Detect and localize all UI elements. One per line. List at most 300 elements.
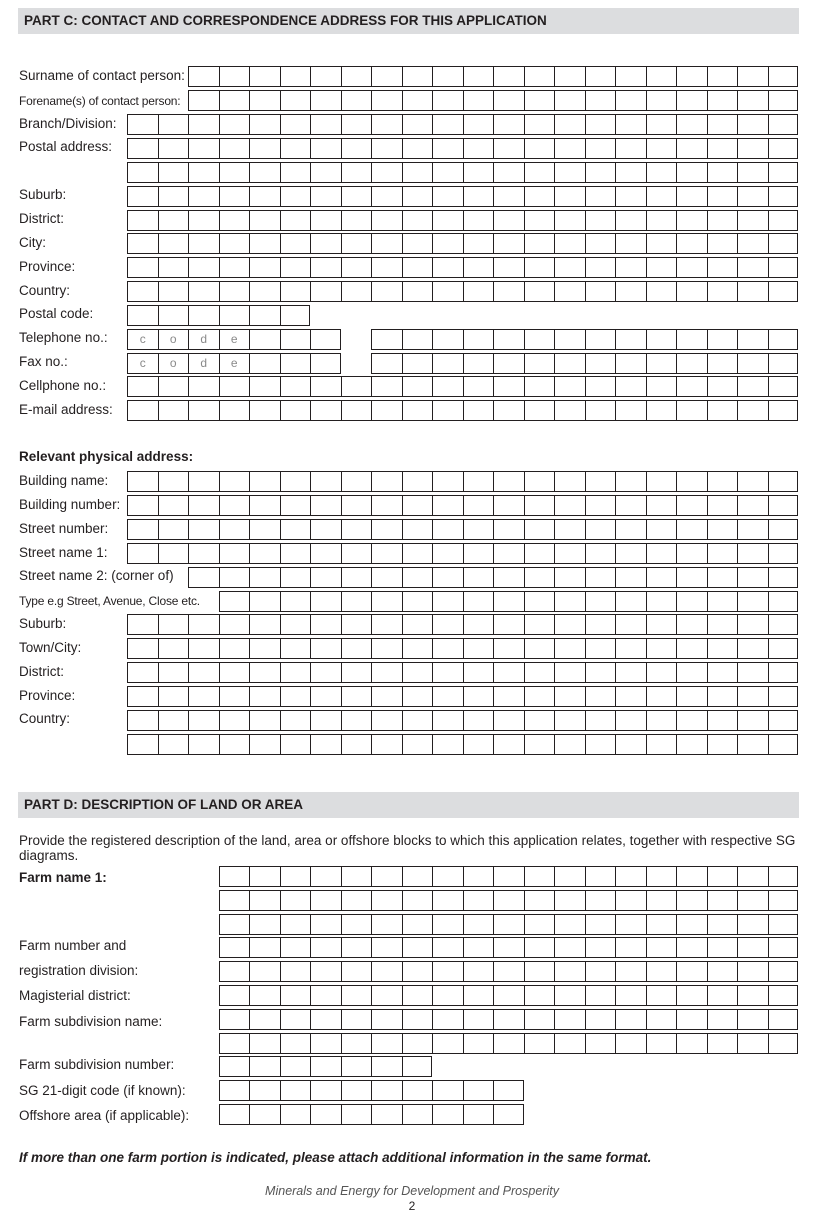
char-box[interactable] <box>676 915 707 934</box>
char-box[interactable] <box>707 986 738 1005</box>
char-box[interactable] <box>615 891 646 910</box>
char-box[interactable] <box>310 867 341 886</box>
char-box[interactable] <box>524 139 555 158</box>
char-box[interactable] <box>646 377 677 396</box>
char-box[interactable] <box>493 867 524 886</box>
char-box[interactable] <box>615 615 646 634</box>
building-number-input[interactable] <box>127 495 798 516</box>
char-box[interactable] <box>371 615 402 634</box>
char-box[interactable] <box>676 354 707 373</box>
char-box[interactable] <box>707 615 738 634</box>
char-box[interactable] <box>127 282 158 301</box>
char-box[interactable] <box>280 891 311 910</box>
char-box[interactable] <box>249 1105 280 1124</box>
char-box[interactable]: c <box>127 330 158 349</box>
char-box[interactable] <box>219 711 250 730</box>
char-box[interactable] <box>707 377 738 396</box>
char-box[interactable] <box>158 258 189 277</box>
char-box[interactable] <box>188 639 219 658</box>
char-box[interactable] <box>768 211 799 230</box>
char-box[interactable] <box>676 592 707 611</box>
char-box[interactable] <box>524 496 555 515</box>
char-box[interactable] <box>585 986 616 1005</box>
char-box[interactable] <box>310 663 341 682</box>
char-box[interactable] <box>676 139 707 158</box>
char-box[interactable] <box>341 282 372 301</box>
farm-number-input[interactable] <box>219 937 799 958</box>
street-type-input[interactable] <box>219 591 799 612</box>
street-name-2-input[interactable] <box>188 567 798 588</box>
char-box[interactable] <box>493 377 524 396</box>
char-box[interactable] <box>585 234 616 253</box>
char-box[interactable] <box>585 867 616 886</box>
char-box[interactable] <box>707 282 738 301</box>
char-box[interactable] <box>310 568 341 587</box>
char-box[interactable] <box>219 986 250 1005</box>
char-box[interactable] <box>432 187 463 206</box>
char-box[interactable] <box>463 258 494 277</box>
char-box[interactable] <box>341 1057 372 1076</box>
char-box[interactable] <box>219 67 250 86</box>
char-box[interactable] <box>432 163 463 182</box>
char-box[interactable] <box>432 1010 463 1029</box>
char-box[interactable] <box>188 496 219 515</box>
char-box[interactable] <box>646 258 677 277</box>
char-box[interactable] <box>188 568 219 587</box>
char-box[interactable] <box>493 687 524 706</box>
char-box[interactable] <box>432 735 463 754</box>
char-box[interactable] <box>554 472 585 491</box>
char-box[interactable] <box>341 915 372 934</box>
char-box[interactable] <box>585 472 616 491</box>
char-box[interactable] <box>737 496 768 515</box>
char-box[interactable] <box>371 1010 402 1029</box>
magisterial-district-input[interactable] <box>219 985 799 1006</box>
char-box[interactable] <box>371 520 402 539</box>
char-box[interactable] <box>371 1057 402 1076</box>
country-input[interactable] <box>127 281 798 302</box>
char-box[interactable] <box>402 1034 433 1053</box>
char-box[interactable] <box>402 115 433 134</box>
char-box[interactable] <box>310 330 341 349</box>
char-box[interactable] <box>280 687 311 706</box>
char-box[interactable] <box>585 615 616 634</box>
char-box[interactable] <box>737 663 768 682</box>
char-box[interactable] <box>219 377 250 396</box>
char-box[interactable] <box>280 915 311 934</box>
char-box[interactable] <box>280 520 311 539</box>
char-box[interactable] <box>249 687 280 706</box>
char-box[interactable] <box>676 234 707 253</box>
char-box[interactable] <box>280 211 311 230</box>
char-box[interactable] <box>493 187 524 206</box>
char-box[interactable] <box>463 377 494 396</box>
char-box[interactable] <box>188 544 219 563</box>
char-box[interactable] <box>463 187 494 206</box>
char-box[interactable] <box>585 1034 616 1053</box>
char-box[interactable] <box>463 401 494 420</box>
char-box[interactable] <box>280 472 311 491</box>
char-box[interactable] <box>341 401 372 420</box>
char-box[interactable] <box>341 615 372 634</box>
char-box[interactable] <box>158 663 189 682</box>
char-box[interactable] <box>554 401 585 420</box>
char-box[interactable] <box>219 139 250 158</box>
char-box[interactable] <box>737 986 768 1005</box>
char-box[interactable] <box>188 139 219 158</box>
char-box[interactable] <box>127 306 158 325</box>
char-box[interactable] <box>341 735 372 754</box>
char-box[interactable] <box>249 234 280 253</box>
char-box[interactable] <box>127 163 158 182</box>
char-box[interactable] <box>615 592 646 611</box>
char-box[interactable] <box>463 711 494 730</box>
char-box[interactable] <box>615 962 646 981</box>
char-box[interactable] <box>676 401 707 420</box>
char-box[interactable] <box>249 891 280 910</box>
char-box[interactable] <box>188 520 219 539</box>
cellphone-input[interactable] <box>127 376 798 397</box>
char-box[interactable] <box>432 1081 463 1100</box>
char-box[interactable] <box>554 615 585 634</box>
char-box[interactable] <box>737 330 768 349</box>
char-box[interactable] <box>310 1010 341 1029</box>
char-box[interactable] <box>341 867 372 886</box>
char-box[interactable] <box>219 1105 250 1124</box>
char-box[interactable] <box>524 282 555 301</box>
char-box[interactable] <box>676 735 707 754</box>
char-box[interactable] <box>402 282 433 301</box>
char-box[interactable] <box>524 735 555 754</box>
char-box[interactable] <box>249 401 280 420</box>
char-box[interactable] <box>127 377 158 396</box>
char-box[interactable] <box>188 187 219 206</box>
char-box[interactable] <box>310 377 341 396</box>
char-box[interactable] <box>615 211 646 230</box>
char-box[interactable] <box>219 163 250 182</box>
char-box[interactable] <box>493 496 524 515</box>
char-box[interactable] <box>310 1034 341 1053</box>
char-box[interactable] <box>219 915 250 934</box>
char-box[interactable] <box>463 615 494 634</box>
char-box[interactable] <box>280 401 311 420</box>
char-box[interactable] <box>219 234 250 253</box>
branch-input[interactable] <box>127 114 798 135</box>
email-input[interactable] <box>127 400 798 421</box>
char-box[interactable] <box>188 163 219 182</box>
char-box[interactable] <box>463 67 494 86</box>
char-box[interactable] <box>432 67 463 86</box>
char-box[interactable] <box>280 639 311 658</box>
char-box[interactable] <box>310 67 341 86</box>
char-box[interactable] <box>219 1034 250 1053</box>
char-box[interactable] <box>493 354 524 373</box>
char-box[interactable] <box>493 938 524 957</box>
char-box[interactable] <box>402 663 433 682</box>
char-box[interactable] <box>646 938 677 957</box>
char-box[interactable] <box>554 91 585 110</box>
char-box[interactable] <box>127 687 158 706</box>
char-box[interactable] <box>707 211 738 230</box>
char-box[interactable] <box>585 139 616 158</box>
char-box[interactable] <box>737 615 768 634</box>
char-box[interactable] <box>768 1010 799 1029</box>
char-box[interactable] <box>707 938 738 957</box>
char-box[interactable] <box>310 234 341 253</box>
char-box[interactable] <box>219 891 250 910</box>
char-box[interactable] <box>158 735 189 754</box>
char-box[interactable] <box>432 472 463 491</box>
char-box[interactable] <box>341 592 372 611</box>
char-box[interactable] <box>646 115 677 134</box>
char-box[interactable] <box>676 962 707 981</box>
char-box[interactable] <box>310 472 341 491</box>
char-box[interactable] <box>493 735 524 754</box>
char-box[interactable] <box>676 520 707 539</box>
char-box[interactable] <box>127 615 158 634</box>
char-box[interactable] <box>707 330 738 349</box>
char-box[interactable] <box>585 330 616 349</box>
char-box[interactable] <box>158 187 189 206</box>
char-box[interactable] <box>402 891 433 910</box>
char-box[interactable] <box>463 962 494 981</box>
char-box[interactable] <box>493 139 524 158</box>
char-box[interactable] <box>280 163 311 182</box>
char-box[interactable] <box>524 915 555 934</box>
char-box[interactable] <box>432 544 463 563</box>
char-box[interactable] <box>402 472 433 491</box>
char-box[interactable] <box>219 258 250 277</box>
char-box[interactable] <box>493 211 524 230</box>
char-box[interactable] <box>341 211 372 230</box>
char-box[interactable] <box>432 938 463 957</box>
char-box[interactable] <box>463 234 494 253</box>
char-box[interactable] <box>554 891 585 910</box>
char-box[interactable] <box>768 163 799 182</box>
char-box[interactable] <box>524 354 555 373</box>
char-box[interactable] <box>280 663 311 682</box>
char-box[interactable] <box>432 91 463 110</box>
char-box[interactable] <box>585 891 616 910</box>
char-box[interactable]: e <box>219 354 250 373</box>
char-box[interactable] <box>676 544 707 563</box>
char-box[interactable] <box>402 639 433 658</box>
char-box[interactable] <box>463 472 494 491</box>
char-box[interactable] <box>188 91 219 110</box>
char-box[interactable] <box>768 639 799 658</box>
char-box[interactable] <box>310 891 341 910</box>
postal-address-input-2[interactable] <box>127 162 798 183</box>
char-box[interactable] <box>249 187 280 206</box>
char-box[interactable] <box>646 282 677 301</box>
char-box[interactable] <box>768 354 799 373</box>
char-box[interactable] <box>432 986 463 1005</box>
char-box[interactable] <box>280 354 311 373</box>
char-box[interactable] <box>158 496 189 515</box>
char-box[interactable] <box>615 496 646 515</box>
suburb-input[interactable] <box>127 186 798 207</box>
char-box[interactable] <box>371 211 402 230</box>
char-box[interactable] <box>768 330 799 349</box>
char-box[interactable] <box>646 915 677 934</box>
char-box[interactable] <box>219 496 250 515</box>
char-box[interactable] <box>646 211 677 230</box>
char-box[interactable] <box>493 615 524 634</box>
char-box[interactable] <box>249 520 280 539</box>
char-box[interactable] <box>585 1010 616 1029</box>
char-box[interactable]: d <box>188 354 219 373</box>
char-box[interactable] <box>463 520 494 539</box>
char-box[interactable] <box>402 330 433 349</box>
fax-number-input[interactable] <box>371 353 798 374</box>
char-box[interactable] <box>280 615 311 634</box>
char-box[interactable] <box>402 67 433 86</box>
char-box[interactable] <box>524 544 555 563</box>
char-box[interactable] <box>280 1057 311 1076</box>
char-box[interactable] <box>707 1010 738 1029</box>
char-box[interactable] <box>127 115 158 134</box>
char-box[interactable] <box>371 592 402 611</box>
char-box[interactable] <box>615 472 646 491</box>
char-box[interactable] <box>249 306 280 325</box>
char-box[interactable] <box>158 711 189 730</box>
char-box[interactable] <box>219 687 250 706</box>
char-box[interactable] <box>341 891 372 910</box>
char-box[interactable] <box>554 711 585 730</box>
char-box[interactable] <box>310 592 341 611</box>
char-box[interactable] <box>127 187 158 206</box>
char-box[interactable] <box>737 520 768 539</box>
char-box[interactable] <box>249 472 280 491</box>
char-box[interactable] <box>127 663 158 682</box>
char-box[interactable] <box>646 711 677 730</box>
char-box[interactable] <box>310 711 341 730</box>
char-box[interactable] <box>615 139 646 158</box>
char-box[interactable] <box>280 592 311 611</box>
char-box[interactable] <box>493 1081 524 1100</box>
char-box[interactable] <box>310 187 341 206</box>
char-box[interactable] <box>707 568 738 587</box>
char-box[interactable] <box>615 520 646 539</box>
char-box[interactable] <box>554 115 585 134</box>
char-box[interactable] <box>768 1034 799 1053</box>
char-box[interactable] <box>310 615 341 634</box>
char-box[interactable] <box>463 91 494 110</box>
char-box[interactable] <box>463 687 494 706</box>
char-box[interactable] <box>768 891 799 910</box>
char-box[interactable] <box>615 544 646 563</box>
char-box[interactable] <box>188 663 219 682</box>
char-box[interactable] <box>249 1057 280 1076</box>
char-box[interactable] <box>585 211 616 230</box>
char-box[interactable] <box>219 544 250 563</box>
char-box[interactable] <box>127 496 158 515</box>
char-box[interactable] <box>737 962 768 981</box>
char-box[interactable] <box>371 986 402 1005</box>
char-box[interactable] <box>310 687 341 706</box>
char-box[interactable] <box>524 639 555 658</box>
char-box[interactable] <box>676 1034 707 1053</box>
char-box[interactable] <box>341 163 372 182</box>
char-box[interactable] <box>554 139 585 158</box>
char-box[interactable] <box>249 377 280 396</box>
char-box[interactable] <box>737 163 768 182</box>
farm-name-input-2[interactable] <box>219 890 799 911</box>
char-box[interactable] <box>341 520 372 539</box>
char-box[interactable] <box>219 401 250 420</box>
char-box[interactable] <box>524 592 555 611</box>
char-box[interactable] <box>280 496 311 515</box>
char-box[interactable] <box>280 234 311 253</box>
char-box[interactable] <box>371 472 402 491</box>
char-box[interactable] <box>737 472 768 491</box>
char-box[interactable] <box>280 568 311 587</box>
physical-suburb-input[interactable] <box>127 614 798 635</box>
char-box[interactable] <box>737 187 768 206</box>
char-box[interactable] <box>646 544 677 563</box>
char-box[interactable] <box>249 663 280 682</box>
city-input[interactable] <box>127 233 798 254</box>
char-box[interactable] <box>280 1034 311 1053</box>
char-box[interactable] <box>249 568 280 587</box>
char-box[interactable] <box>524 1034 555 1053</box>
char-box[interactable] <box>493 915 524 934</box>
char-box[interactable] <box>676 472 707 491</box>
char-box[interactable] <box>341 139 372 158</box>
char-box[interactable] <box>280 282 311 301</box>
char-box[interactable] <box>707 401 738 420</box>
char-box[interactable] <box>615 115 646 134</box>
char-box[interactable] <box>432 401 463 420</box>
char-box[interactable] <box>402 615 433 634</box>
char-box[interactable] <box>524 1010 555 1029</box>
char-box[interactable] <box>280 544 311 563</box>
char-box[interactable] <box>219 1081 250 1100</box>
char-box[interactable] <box>371 330 402 349</box>
char-box[interactable] <box>768 962 799 981</box>
char-box[interactable] <box>310 1081 341 1100</box>
char-box[interactable] <box>615 867 646 886</box>
char-box[interactable] <box>158 520 189 539</box>
char-box[interactable] <box>615 986 646 1005</box>
char-box[interactable] <box>646 67 677 86</box>
char-box[interactable] <box>707 592 738 611</box>
char-box[interactable] <box>249 496 280 515</box>
char-box[interactable] <box>280 986 311 1005</box>
char-box[interactable] <box>402 163 433 182</box>
char-box[interactable] <box>341 1010 372 1029</box>
char-box[interactable] <box>188 115 219 134</box>
char-box[interactable] <box>249 1034 280 1053</box>
char-box[interactable] <box>493 986 524 1005</box>
char-box[interactable] <box>585 735 616 754</box>
char-box[interactable] <box>646 568 677 587</box>
char-box[interactable] <box>554 496 585 515</box>
char-box[interactable] <box>127 401 158 420</box>
char-box[interactable] <box>280 67 311 86</box>
char-box[interactable] <box>646 139 677 158</box>
char-box[interactable] <box>341 187 372 206</box>
char-box[interactable] <box>585 592 616 611</box>
char-box[interactable] <box>127 735 158 754</box>
char-box[interactable] <box>585 91 616 110</box>
char-box[interactable] <box>768 663 799 682</box>
char-box[interactable] <box>219 615 250 634</box>
char-box[interactable] <box>371 962 402 981</box>
char-box[interactable] <box>524 401 555 420</box>
char-box[interactable] <box>768 115 799 134</box>
char-box[interactable] <box>463 938 494 957</box>
